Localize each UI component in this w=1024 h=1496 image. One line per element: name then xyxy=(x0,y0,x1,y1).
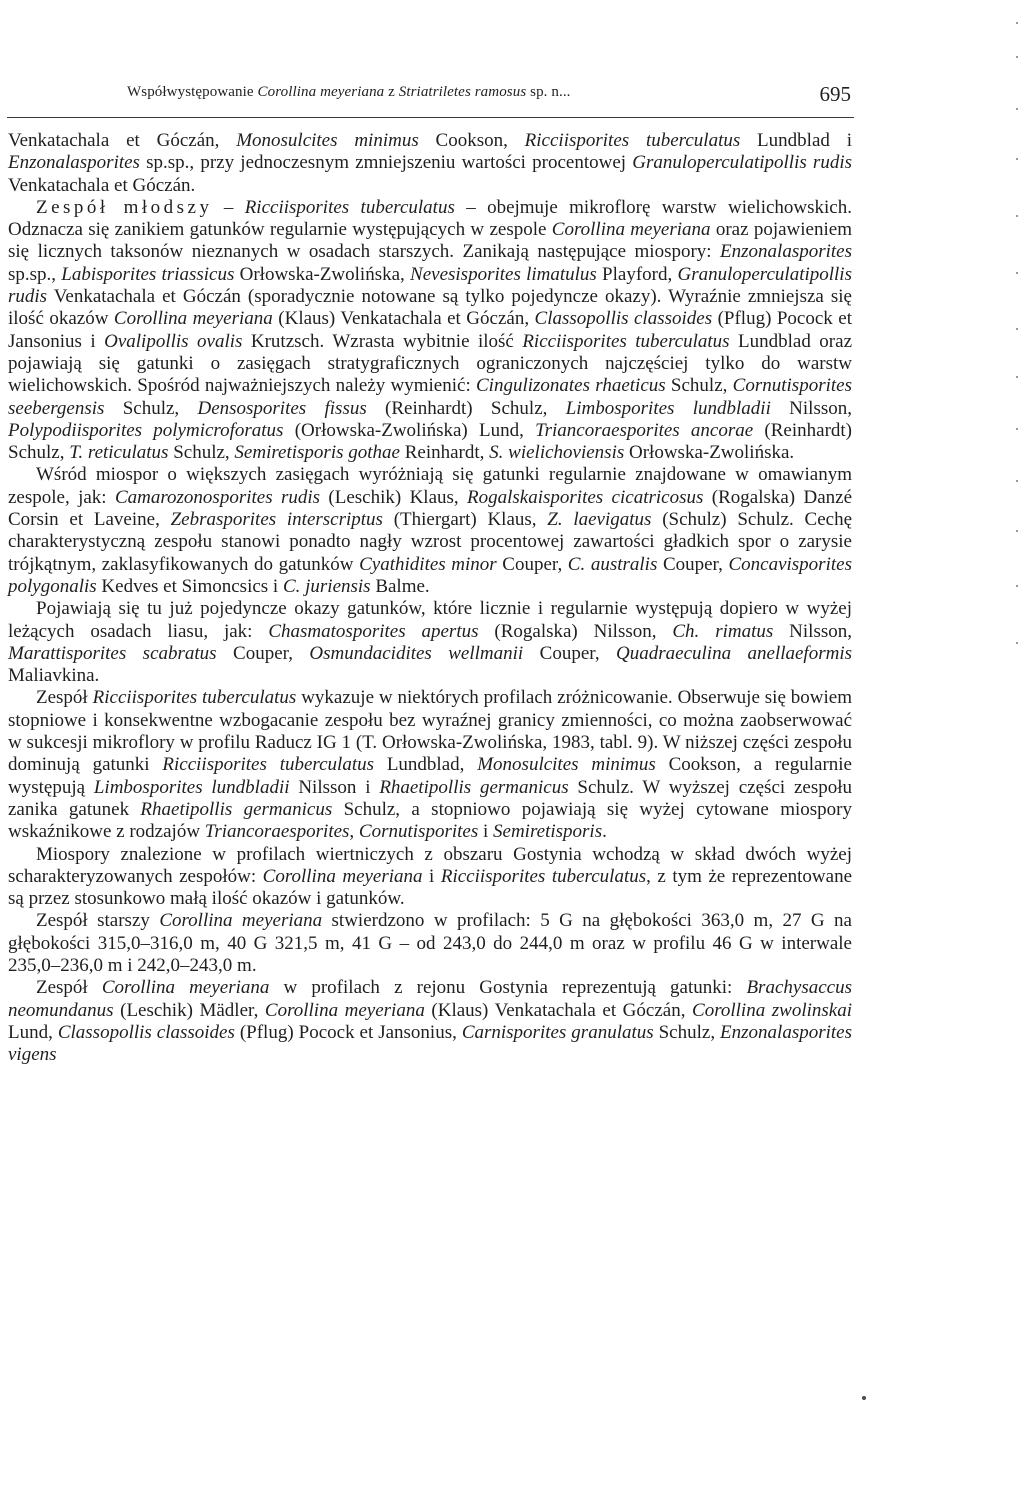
body-text xyxy=(8,130,852,1066)
text-run: Couper, xyxy=(523,642,617,664)
section-heading: Zespół młodszy xyxy=(36,196,213,218)
taxon-name: Ovalipollis ovalis xyxy=(104,330,243,352)
taxon-name: Chasmatosporites apertus xyxy=(268,620,479,642)
text-run: Nilsson, xyxy=(773,620,852,642)
text-run: Orłowska-Zwolińska, xyxy=(234,263,411,285)
running-head xyxy=(127,84,571,101)
text-run: Couper, xyxy=(657,553,729,575)
text-run: (Reinhardt) Schulz, xyxy=(366,397,566,419)
text-run: Couper, xyxy=(496,553,568,575)
text-run: Wśród miospor o większych zasięgach wyróżniają się gatunki regularnie znajdowane w omawianym zespole, jak: xyxy=(8,464,852,508)
taxon-name: Triancoraesporites xyxy=(204,821,350,843)
text-run: (Schulz) Schulz. Cechę charakterystyczną zespołu stanowi ponadto nagły wzrost procentowej zawartości gładkich spor o zarysie trójkątnym, zaklasyfikowanych do gatunków xyxy=(8,509,852,575)
taxon-name: Granuloperculatipollis rudis xyxy=(8,263,852,308)
text-run: Miospory znalezione w profilach wiertniczych z obszaru Gostynia wchodzą w skład dwóch wyżej scharakteryzowanych zespołów: xyxy=(8,843,852,887)
taxon-name: Corollina meyeriana xyxy=(159,910,323,932)
paragraph-p2 xyxy=(8,197,852,465)
scan-dot xyxy=(1016,272,1018,274)
scan-dot xyxy=(1016,376,1018,378)
paragraph-p1 xyxy=(8,130,852,197)
running-head-text: Współwystępowanie xyxy=(127,84,258,100)
taxon-name: Corollina meyeriana xyxy=(101,977,270,999)
text-run: w profilach z rejonu Gostynia reprezentują gatunki: xyxy=(269,977,747,999)
text-run: Cookson, xyxy=(418,130,525,151)
taxon-name: T. reticulatus xyxy=(69,442,169,464)
taxon-name: Rogalskaisporites cicatricosus xyxy=(467,486,704,508)
taxon-name: Corollina meyeriana xyxy=(262,865,423,887)
text-run: Playford, xyxy=(596,263,678,285)
text-run: (Thiergart) Klaus, xyxy=(382,509,548,531)
taxon-name: Ricciisporites tuberculatus xyxy=(244,196,455,218)
taxon-name: C. australis xyxy=(567,553,658,575)
taxon-name: Semiretisporis xyxy=(493,821,603,843)
text-run: Pojawiają się tu już pojedyncze okazy gatunków, które licznie i regularnie występują dopiero w wyżej leżących osadach liasu, jak: xyxy=(8,598,852,642)
taxon-name: Granuloperculatipollis rudis xyxy=(632,152,852,174)
scan-margin-noise xyxy=(1016,10,1020,710)
text-run: (Pflug) Pocock et Jansonius, xyxy=(234,1021,462,1043)
taxon-name: Monosulcites minimus xyxy=(236,130,419,151)
running-head-text: sp. n... xyxy=(526,84,571,100)
margin-mark xyxy=(862,1396,866,1400)
text-run: Kedves et Simoncsics i xyxy=(96,575,283,597)
taxon-name: Camarozonosporites rudis xyxy=(114,486,321,508)
text-run: Orłowska-Zwolińska. xyxy=(624,442,795,464)
scan-dot xyxy=(1016,642,1018,644)
taxon-name: Densosporites fissus xyxy=(197,397,367,419)
paragraph-p5 xyxy=(8,687,852,843)
taxon-name: Ch. rimatus xyxy=(672,620,774,642)
taxon-name: Nevesisporites limatulus xyxy=(410,263,597,285)
taxon-name: Cornutisporites seebergensis xyxy=(8,375,852,419)
taxon-name: Zebrasporites interscriptus xyxy=(170,509,383,531)
text-run: Nilsson i xyxy=(289,776,380,798)
taxon-name: Marattisporites scabratus xyxy=(8,642,217,664)
page-header xyxy=(127,84,851,112)
taxon-name: Cingulizonates rhaeticus xyxy=(476,375,666,397)
paragraph-p3 xyxy=(8,464,852,598)
taxon-name: Quadraeculina anellaeformis xyxy=(616,642,853,664)
taxon-name: Rhaetipollis germanicus xyxy=(379,776,569,798)
text-run: (Rogalska) Nilsson, xyxy=(478,620,673,642)
text-run: . xyxy=(602,821,607,843)
paragraph-p7 xyxy=(8,910,852,977)
scan-dot xyxy=(1016,158,1018,160)
text-run: Zespół xyxy=(36,977,102,999)
text-run: Venkatachala et Góczán, xyxy=(8,130,237,151)
taxon-name: Rhaetipollis germanicus xyxy=(140,798,333,820)
taxon-name: Polypodiisporites polymicroforatus xyxy=(8,419,284,441)
scan-dot xyxy=(1016,428,1018,430)
text-run: Cookson, a regularnie występują xyxy=(8,754,852,798)
text-run: Lund, xyxy=(8,1021,58,1043)
taxon-name: Labisporites triassicus xyxy=(61,263,235,285)
paragraph-p6 xyxy=(8,844,852,911)
text-run: (Orłowska-Zwolińska) Lund, xyxy=(283,419,536,441)
text-run: sp.sp., przy jednoczesnym zmniejszeniu wartości procentowej xyxy=(139,152,633,174)
text-run: (Leschik) Mädler, xyxy=(113,999,265,1021)
text-run: Schulz, xyxy=(104,397,198,419)
taxon-name: Osmundacidites wellmanii xyxy=(309,642,524,664)
header-rule xyxy=(7,117,854,118)
taxon-name: Cyathidites minor xyxy=(359,553,497,575)
taxon-name: Z. laevigatus xyxy=(547,509,652,531)
text-run: (Leschik) Klaus, xyxy=(320,486,468,508)
text-run: Lundblad i xyxy=(740,130,852,151)
text-run: Krutzsch. Wzrasta wybitnie ilość xyxy=(242,330,523,352)
running-head-text: z xyxy=(384,84,399,100)
text-run: Zespół starszy xyxy=(36,910,160,932)
text-run: Reinhardt, xyxy=(399,442,490,464)
taxon-name: Cornutisporites xyxy=(358,821,479,843)
text-run: (Klaus) Venkatachala et Góczán, xyxy=(424,999,693,1021)
taxon-name: Corollina meyeriana xyxy=(264,999,425,1021)
text-run: – xyxy=(212,196,245,218)
text-run: oraz pojawieniem się licznych taksonów nieznanych w osadach starszych. Zanikają następujące miospory: xyxy=(8,219,852,263)
scan-dot xyxy=(1016,328,1018,330)
text-run: Lundblad oraz pojawiają się gatunki o zasięgach stratygraficznych ograniczonych najczęściej tylko do warstw wielichowskich. Spośród najważniejszych należy wymienić: xyxy=(8,330,852,397)
taxon-name: Semiretisporis gothae xyxy=(234,442,400,464)
taxon-name: Classopollis classoides xyxy=(57,1021,235,1043)
taxon-name: Limbosporites lundbladii xyxy=(93,776,290,798)
text-run: Schulz, xyxy=(665,375,733,397)
scan-dot xyxy=(1016,108,1018,110)
taxon-name: Classopollis classoides xyxy=(534,308,713,330)
text-run: Schulz, a stopniowo pojawiają się wyżej cytowane miospory wskaźnikowe z rodzajów xyxy=(8,798,852,843)
text-run: Balme. xyxy=(370,575,430,597)
taxon-name: Triancoraesporites ancorae xyxy=(535,419,754,441)
text-run: (Klaus) Venkatachala et Góczán, xyxy=(272,308,535,330)
page-number: 695 xyxy=(819,82,851,106)
taxon-name: Ricciisporites tuberculatus xyxy=(92,687,297,709)
taxon-name: Ricciisporites tuberculatus xyxy=(440,865,647,887)
text-run: – obejmuje mikroflorę warstw wielichowskich. Odznacza się zanikiem gatunków regularnie występujących w zespole xyxy=(8,196,852,241)
text-run: Venkatachala et Góczán. xyxy=(8,174,196,196)
scan-dot xyxy=(1016,56,1018,58)
taxon-name: Enzonalasporites xyxy=(8,152,140,174)
taxon-name: C. juriensis xyxy=(282,575,371,597)
text-run: Schulz, xyxy=(168,442,235,464)
text-run: Nilsson, xyxy=(770,397,852,419)
taxon-name: S. wielichoviensis xyxy=(489,442,625,464)
taxon-name: Ricciisporites tuberculatus xyxy=(162,754,374,776)
text-run: sp.sp., xyxy=(8,263,62,285)
paragraph-p4 xyxy=(8,598,852,687)
text-run: i xyxy=(478,821,494,843)
text-run: , xyxy=(349,821,359,843)
taxon-name: Ricciisporites tuberculatus xyxy=(522,330,730,352)
running-head-taxon: Corollina meyeriana xyxy=(257,84,385,100)
text-run: (Pflug) Pocock et Jansonius i xyxy=(8,308,852,352)
text-run: Couper, xyxy=(216,642,310,664)
taxon-name: Brachysaccus neomundanus xyxy=(8,977,852,1021)
text-run: Lundblad, xyxy=(374,754,478,776)
scan-dot xyxy=(1016,480,1018,482)
text-run: , z tym że reprezentowane są przez stosunkowo małą ilość okazów i gatunków. xyxy=(8,865,852,910)
text-run: i xyxy=(422,865,441,887)
text-run: Zespół xyxy=(36,687,93,709)
scan-dot xyxy=(1016,585,1018,587)
text-run: Schulz. W wyższej części zespołu zanika gatunek xyxy=(8,776,852,820)
text-run: (Rogalska) Danzé Corsin et Laveine, xyxy=(8,486,853,531)
scan-dot xyxy=(1016,530,1018,532)
scan-dot xyxy=(1016,215,1018,217)
taxon-name: Corollina meyeriana xyxy=(551,219,711,241)
taxon-name: Carnisporites granulatus xyxy=(461,1021,654,1043)
taxon-name: Enzonalasporites xyxy=(720,241,852,263)
text-run: stwierdzono w profilach: 5 G na głębokości 363,0 m, 27 G na głębokości 315,0–316,0 m, 40 G 321,5 m, 41 G – od 243,0 do 244,0 m oraz w profilu 46 G w interwale 235,0–236,0 m i 242,0–243,0 m. xyxy=(8,910,852,976)
taxon-name: Enzonalasporites vigens xyxy=(8,1021,852,1066)
text-run: Venkatachala et Góczán (sporadycznie notowane są tylko pojedyncze okazy). Wyraźnie zmniejsza się ilość okazów xyxy=(8,286,852,330)
text-run: Maliavkina. xyxy=(8,665,100,687)
taxon-name: Monosulcites minimus xyxy=(477,754,656,776)
paragraph-p8 xyxy=(8,977,852,1066)
taxon-name: Corollina zwolinskai xyxy=(692,999,852,1021)
text-run: (Reinhardt) Schulz, xyxy=(8,419,853,464)
taxon-name: Limbosporites lundbladii xyxy=(565,397,771,419)
taxon-name: Concavisporites polygonalis xyxy=(8,553,852,597)
text-run: wykazuje w niektórych profilach zróżnicowanie. Obserwuje się bowiem stopniowe i konsekwentne wzbogacanie zespołu bez wyraźnej granicy zmienności, co można zaobserwować w sukcesji mikroflory w profilu Raducz IG 1 (T. Orłowska-Zwolińska, 1983, tabl. 9). W niższej części zespołu dominują gatunki xyxy=(8,687,852,776)
taxon-name: Ricciisporites tuberculatus xyxy=(524,130,741,151)
taxon-name: Corollina meyeriana xyxy=(113,308,273,330)
scan-dot xyxy=(1016,22,1018,24)
text-run: Schulz, xyxy=(653,1021,721,1043)
running-head-taxon: Striatriletes ramosus xyxy=(398,84,527,100)
